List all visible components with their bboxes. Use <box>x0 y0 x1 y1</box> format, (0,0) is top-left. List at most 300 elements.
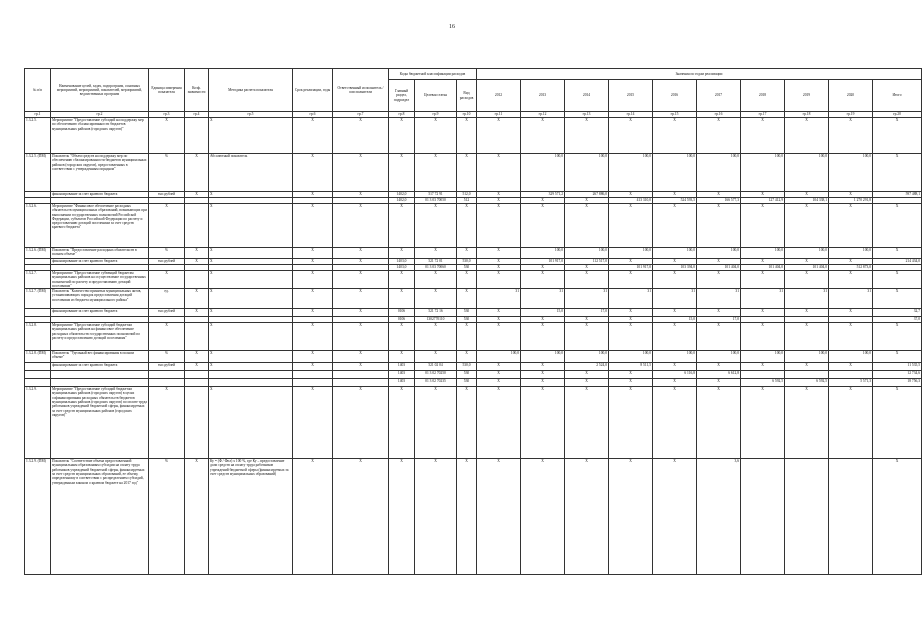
table-cell: X <box>333 118 389 154</box>
table-cell: X <box>609 192 653 198</box>
table-cell: X <box>293 248 333 259</box>
table-cell: 1.3.2.5. <box>25 118 51 154</box>
table-cell: 100,0 <box>565 351 609 363</box>
table-cell: 100,0 <box>609 154 653 192</box>
table-cell: X <box>873 271 922 289</box>
table-cell: % <box>149 459 185 575</box>
table-cell: X <box>389 154 415 192</box>
table-cell: X <box>333 289 389 309</box>
header-year: 2016 <box>653 80 697 112</box>
table-cell: X <box>785 323 829 351</box>
table-row <box>25 379 922 387</box>
table-cell: X <box>209 323 293 351</box>
table-cell: 6 592,5 <box>741 379 785 387</box>
table-cell: X <box>873 154 922 192</box>
table-cell: X <box>697 323 741 351</box>
table-cell: 524 593,5 <box>653 198 697 204</box>
column-number: гр.8 <box>389 112 415 118</box>
table-cell <box>209 371 293 379</box>
table-cell: X <box>829 204 873 248</box>
table-row <box>25 323 922 351</box>
table-cell: X <box>873 289 922 309</box>
table-cell: X <box>389 271 415 289</box>
table-cell: X <box>609 309 653 317</box>
table-cell: 8 511,5 <box>609 363 653 371</box>
table-cell: X <box>293 289 333 309</box>
table-cell: X <box>477 323 521 351</box>
table-cell: Мероприятие "Финансовое обеспечение расходных обязательств муниципальных образований, возникающих при выполнении государственных полномочий Российской Федерации, субъектов Российской Федерации по расчету и предоставлению дотаций поселениям за счет средств краевого бюджета" <box>51 204 149 248</box>
table-cell: X <box>457 459 477 575</box>
table-cell: 01 3 02 70235 <box>415 379 457 387</box>
table-cell: 100,0 <box>741 351 785 363</box>
table-cell: 1302770110 <box>415 317 457 323</box>
table-cell: X <box>697 363 741 371</box>
table-row <box>25 154 922 192</box>
table-cell: 31 <box>829 289 873 309</box>
table-cell: 1403 <box>389 379 415 387</box>
table-cell: X <box>565 459 609 575</box>
table-cell: X <box>521 363 565 371</box>
table-cell: 31 <box>697 289 741 309</box>
table-cell: X <box>415 271 457 289</box>
table-cell: X <box>293 323 333 351</box>
table-cell: X <box>477 118 521 154</box>
table-cell: X <box>565 118 609 154</box>
page-number: 16 <box>449 24 455 30</box>
table-cell: 6 592,5 <box>785 379 829 387</box>
table-cell: 100,0 <box>829 248 873 259</box>
table-cell: X <box>565 323 609 351</box>
header-year: Итого <box>873 80 922 112</box>
table-cell: X <box>653 118 697 154</box>
table-cell: 166 577,3 <box>697 198 741 204</box>
column-number: гр.13 <box>565 112 609 118</box>
table-cell: 11 535,5 <box>873 363 922 371</box>
table-cell: 1.3.2.5. (ПМ) <box>25 154 51 192</box>
table-cell: X <box>415 118 457 154</box>
table-cell: тыс.рублей <box>149 363 185 371</box>
table-cell: X <box>565 204 609 248</box>
table-cell: X <box>653 192 697 198</box>
table-cell: X <box>209 118 293 154</box>
table-cell: X <box>829 192 873 198</box>
table-cell: X <box>209 289 293 309</box>
table-cell: 1402,0 <box>389 198 415 204</box>
table-cell <box>149 379 185 387</box>
column-number: гр.5 <box>209 112 293 118</box>
table-cell: 6 612,8 <box>697 371 741 379</box>
header-year: 2019 <box>785 80 829 112</box>
table-cell: X <box>565 379 609 387</box>
table-cell: X <box>653 379 697 387</box>
table-cell: X <box>785 363 829 371</box>
table-cell: 3,6 <box>697 459 741 575</box>
table-cell: X <box>609 271 653 289</box>
table-cell: X <box>521 459 565 575</box>
header-method: Методика расчета показателя <box>209 69 293 112</box>
table-cell: 100,0 <box>785 351 829 363</box>
table-cell: X <box>565 198 609 204</box>
table-cell: 100,0 <box>653 248 697 259</box>
header-year: 2020 <box>829 80 873 112</box>
table-cell: финансирование за счет краевого бюджета <box>51 309 149 317</box>
table-cell <box>185 271 209 289</box>
table-cell: 31 <box>653 289 697 309</box>
table-cell: X <box>185 248 209 259</box>
table-cell: X <box>785 192 829 198</box>
table-cell: X <box>609 323 653 351</box>
table-cell: X <box>521 204 565 248</box>
table-cell: X <box>697 387 741 459</box>
table-cell: 31 <box>477 289 521 309</box>
table-row <box>25 363 922 371</box>
table-cell: 1403 <box>389 363 415 371</box>
table-cell: X <box>293 118 333 154</box>
table-cell: X <box>457 154 477 192</box>
table-cell: X <box>565 265 609 271</box>
table-cell: финансирование за счет краевого бюджета <box>51 192 149 198</box>
table-cell: X <box>389 248 415 259</box>
table-cell: X <box>873 459 922 575</box>
table-cell: X <box>609 204 653 248</box>
table-cell: 17,0 <box>565 309 609 317</box>
table-cell: Мероприятие "Предоставление субвенций бюджетам муниципальных районов на осуществление государственных полномочий по расчету и предоставлению дотаций поселениям" <box>51 271 149 289</box>
table-cell: X <box>697 118 741 154</box>
table-cell: % <box>149 154 185 192</box>
table-cell: X <box>389 459 415 575</box>
table-cell: X <box>457 248 477 259</box>
table-cell: X <box>415 351 457 363</box>
table-cell: X <box>521 265 565 271</box>
table-cell: X <box>565 387 609 459</box>
table-cell: Показатель "Объем средств на поддержку мер по обеспечению сбалансированности бюджетов муниципальных районов (городских округов), предоставленных в соответствии с утвержденным порядком" <box>51 154 149 192</box>
table-cell: X <box>293 192 333 198</box>
table-cell: 15,0 <box>521 309 565 317</box>
table-cell: X <box>477 265 521 271</box>
table-cell: X <box>333 323 389 351</box>
table-cell: 512,0 <box>457 192 477 198</box>
header-year: 2013 <box>521 80 565 112</box>
header-year: 2012 <box>477 80 521 112</box>
header-year: 2014 <box>565 80 609 112</box>
table-cell: 31 <box>785 289 829 309</box>
table-cell <box>293 371 333 379</box>
table-cell: 1403,0 <box>389 265 415 271</box>
table-cell: 512 <box>457 198 477 204</box>
table-cell: 530,0 <box>457 363 477 371</box>
table-cell: X <box>389 387 415 459</box>
table-cell <box>333 371 389 379</box>
table-cell: X <box>415 204 457 248</box>
table-cell: X <box>829 259 873 265</box>
table-cell: X <box>741 363 785 371</box>
table-cell: X <box>389 289 415 309</box>
table-cell: X <box>333 351 389 363</box>
table-cell: 100,0 <box>521 351 565 363</box>
table-cell: 530 <box>457 317 477 323</box>
table-cell: X <box>477 204 521 248</box>
table-cell: X <box>457 271 477 289</box>
table-cell: Показатель "Соответствие объема предоставленной муниципальным образованиям субсидии на оплату труда работников учреждений бюджетной сферы, финансируемых за счет средств муниципальных образований, ее объему, определенному в соответствии с распределением субсидий, утвержденным законом о краевом бюджете на 2017 год" <box>51 459 149 575</box>
table-cell: X <box>333 271 389 289</box>
table-cell: X <box>609 459 653 575</box>
table-cell: 101 404,0 <box>697 265 741 271</box>
column-number: гр.10 <box>457 112 477 118</box>
table-cell: 101 917,0 <box>521 259 565 265</box>
column-number: гр.2 <box>51 112 149 118</box>
table-cell: 1.3.2.7. <box>25 271 51 289</box>
table-cell: X <box>829 323 873 351</box>
header-values: Значения по годам реализации <box>477 69 922 80</box>
table-cell: 0106 <box>389 317 415 323</box>
table-cell: X <box>477 271 521 289</box>
table-cell: X <box>477 198 521 204</box>
table-cell: X <box>185 459 209 575</box>
table-cell: X <box>873 351 922 363</box>
header-no: № п/п <box>25 69 51 112</box>
table-cell: X <box>415 289 457 309</box>
column-number: гр.11 <box>477 112 521 118</box>
table-cell: X <box>873 118 922 154</box>
table-cell: X <box>293 459 333 575</box>
header-unit: Единица измерения показателя <box>149 69 185 112</box>
table-cell: X <box>697 259 741 265</box>
table-cell: 100,0 <box>785 248 829 259</box>
table-cell: 12 734,6 <box>873 371 922 379</box>
table-cell: X <box>457 118 477 154</box>
table-cell: тыс.рублей <box>149 309 185 317</box>
table-cell: 530,0 <box>457 259 477 265</box>
table-cell: X <box>521 317 565 323</box>
table-cell: 100,0 <box>829 154 873 192</box>
table-cell <box>741 371 785 379</box>
table-cell: 100,0 <box>741 248 785 259</box>
table-cell: X <box>185 351 209 363</box>
table-cell: X <box>609 371 653 379</box>
table-cell: X <box>653 271 697 289</box>
table-cell: 413 310,0 <box>609 198 653 204</box>
table-cell: X <box>415 459 457 575</box>
table-cell: X <box>609 379 653 387</box>
table-cell: X <box>209 309 293 317</box>
table-cell: 1.3.2.8. (ПМ) <box>25 351 51 363</box>
table-cell: X <box>609 259 653 265</box>
table-cell: 31 <box>565 289 609 309</box>
table-cell: X <box>477 309 521 317</box>
column-number: гр.20 <box>873 112 922 118</box>
table-cell: X <box>149 118 185 154</box>
table-cell: X <box>653 309 697 317</box>
table-row <box>25 248 922 259</box>
table-cell: X <box>185 363 209 371</box>
table-cell: X <box>873 323 922 351</box>
table-cell: 521 72 01 <box>415 259 457 265</box>
table-cell: 100,0 <box>521 154 565 192</box>
column-number: гр.19 <box>829 112 873 118</box>
table-cell: 100,0 <box>697 154 741 192</box>
table-cell: 1.3.2.9. (ПМ) <box>25 459 51 575</box>
table-cell: 101 917,0 <box>609 265 653 271</box>
table-cell: 267 886,0 <box>565 192 609 198</box>
table-cell: X <box>829 118 873 154</box>
table-cell: Мероприятие "Предоставление субсидий бюджетам муниципальных районов на финансовое обеспечение расходных обязательств государственных полномочий по расчету и предоставлению дотаций поселениям" <box>51 323 149 351</box>
table-cell: 15,0 <box>653 317 697 323</box>
table-cell: 530 <box>457 265 477 271</box>
table-cell: X <box>209 271 293 289</box>
table-cell: X <box>477 248 521 259</box>
table-cell: 101 404,0 <box>785 265 829 271</box>
table-cell: 17,0 <box>697 317 741 323</box>
table-cell: 100,0 <box>829 351 873 363</box>
table-cell: X <box>185 259 209 265</box>
table-cell: X <box>209 192 293 198</box>
table-cell: X <box>477 363 521 371</box>
table-cell: 512 873,0 <box>829 265 873 271</box>
table-cell: X <box>389 118 415 154</box>
table-cell: X <box>873 248 922 259</box>
table-cell: 100,0 <box>565 248 609 259</box>
table-cell: X <box>741 323 785 351</box>
table-cell: X <box>389 351 415 363</box>
column-number: гр.16 <box>697 112 741 118</box>
table-cell: X <box>477 192 521 198</box>
table-cell: X <box>333 363 389 371</box>
table-cell: Показатель "Предоставление расходных обязательств в полном объеме" <box>51 248 149 259</box>
table-cell: 31 <box>521 289 565 309</box>
table-row <box>25 459 922 575</box>
table-cell: X <box>741 387 785 459</box>
header-year: 2017 <box>697 80 741 112</box>
table-cell: X <box>209 351 293 363</box>
header-name: Наименование целей, задач, подпрограмм, основных мероприятий, мероприятий, показателей, мероприятий, ведомственных программ <box>51 69 149 112</box>
header-deadline: Срок реализации, годы <box>293 69 333 112</box>
table-cell: X <box>293 387 333 459</box>
table-cell: X <box>741 259 785 265</box>
table-cell: X <box>829 271 873 289</box>
table-cell: X <box>185 154 209 192</box>
table-row <box>25 118 922 154</box>
table-cell: 1 270 291,8 <box>829 198 873 204</box>
table-cell: 37,0 <box>873 317 922 323</box>
table-cell: X <box>209 259 293 265</box>
table-cell: X <box>415 154 457 192</box>
table-cell: X <box>653 387 697 459</box>
table-row <box>25 271 922 289</box>
table-cell: X <box>457 323 477 351</box>
table-cell: 104 338,1 <box>785 198 829 204</box>
table-cell: X <box>785 118 829 154</box>
table-cell: X <box>477 459 521 575</box>
column-number: гр.15 <box>653 112 697 118</box>
table-cell: X <box>697 379 741 387</box>
table-cell: X <box>653 363 697 371</box>
column-number: гр.1 <box>25 112 51 118</box>
table-cell: X <box>741 118 785 154</box>
column-number: гр.7 <box>333 112 389 118</box>
table-cell <box>741 459 785 575</box>
table-cell: X <box>209 204 293 248</box>
table-cell: X <box>521 379 565 387</box>
header-target: Целевая статья <box>415 80 457 112</box>
table-cell: Ку = (Ф / Фпл) x 100 %, где Ку – предоставление доли средств на оплату труда работников учреждений бюджетной сферы (финансируемых за счет средств муниципальных образований) <box>209 459 293 575</box>
table-cell: 214 434,0 <box>873 259 922 265</box>
table-cell: X <box>457 289 477 309</box>
table-cell: X <box>785 271 829 289</box>
table-cell: 112 517,0 <box>565 259 609 265</box>
table-cell <box>185 118 209 154</box>
table-cell: X <box>477 154 521 192</box>
table-cell: X <box>477 379 521 387</box>
header-vid: Вид расходов <box>457 80 477 112</box>
table-cell: X <box>185 309 209 317</box>
table-cell: X <box>209 248 293 259</box>
table-cell: 18 756,3 <box>873 379 922 387</box>
table-cell: X <box>521 118 565 154</box>
table-cell <box>209 379 293 387</box>
table-cell: X <box>333 154 389 192</box>
table-cell: финансирование за счет краевого бюджета <box>51 259 149 265</box>
table-cell: X <box>149 271 185 289</box>
header-coef: Коэф. значимости <box>185 69 209 112</box>
table-cell: X <box>333 248 389 259</box>
table-cell: 530 <box>457 309 477 317</box>
table-cell: 0106 <box>389 309 415 317</box>
table-cell: X <box>741 271 785 289</box>
table-cell: 100,0 <box>653 154 697 192</box>
table-cell: X <box>389 323 415 351</box>
table-cell: Показатель "Количество принятых муниципальных актов, устанавливающих порядок предоставления дотаций поселениям из бюджета муниципального района" <box>51 289 149 309</box>
table-cell: X <box>457 387 477 459</box>
table-cell: 1403 <box>389 371 415 379</box>
table-cell: X <box>389 204 415 248</box>
table-cell <box>185 379 209 387</box>
table-cell: X <box>293 309 333 317</box>
table-cell: Мероприятие "Предоставление субсидий на поддержку мер по обеспечению сбалансированности бюджетов муниципальных районов (городских округов)" <box>51 118 149 154</box>
table-cell: X <box>565 317 609 323</box>
table-cell: X <box>697 309 741 317</box>
table-cell <box>25 363 51 371</box>
table-cell: X <box>829 309 873 317</box>
table-cell: X <box>333 259 389 265</box>
table-cell: 01 3 02 70250 <box>415 371 457 379</box>
table-cell: X <box>609 317 653 323</box>
table-cell: 521 02 04 <box>415 363 457 371</box>
table-cell: 100,0 <box>609 248 653 259</box>
table-cell: 1.3.2.9. <box>25 387 51 459</box>
table-cell: X <box>873 387 922 459</box>
table-cell: X <box>209 363 293 371</box>
header-executor: Ответственный исполнитель / соисполнители <box>333 69 389 112</box>
table-cell <box>293 379 333 387</box>
table-cell: X <box>829 363 873 371</box>
table-row <box>25 309 922 317</box>
table-cell: 100,0 <box>653 351 697 363</box>
table-cell: X <box>697 192 741 198</box>
table-cell: 127 412,9 <box>741 198 785 204</box>
table-cell: X <box>697 271 741 289</box>
table-cell: 100,0 <box>521 248 565 259</box>
table-cell: 1.3.2.7. (ПМ) <box>25 289 51 309</box>
table-cell <box>185 371 209 379</box>
column-number: гр.4 <box>185 112 209 118</box>
table-cell <box>185 323 209 351</box>
table-cell: X <box>785 309 829 317</box>
table-cell <box>829 371 873 379</box>
table-cell <box>25 371 51 379</box>
table-cell: 521 72 16 <box>415 309 457 317</box>
table-cell: X <box>293 351 333 363</box>
table-cell: 01 3 03 70060 <box>415 265 457 271</box>
